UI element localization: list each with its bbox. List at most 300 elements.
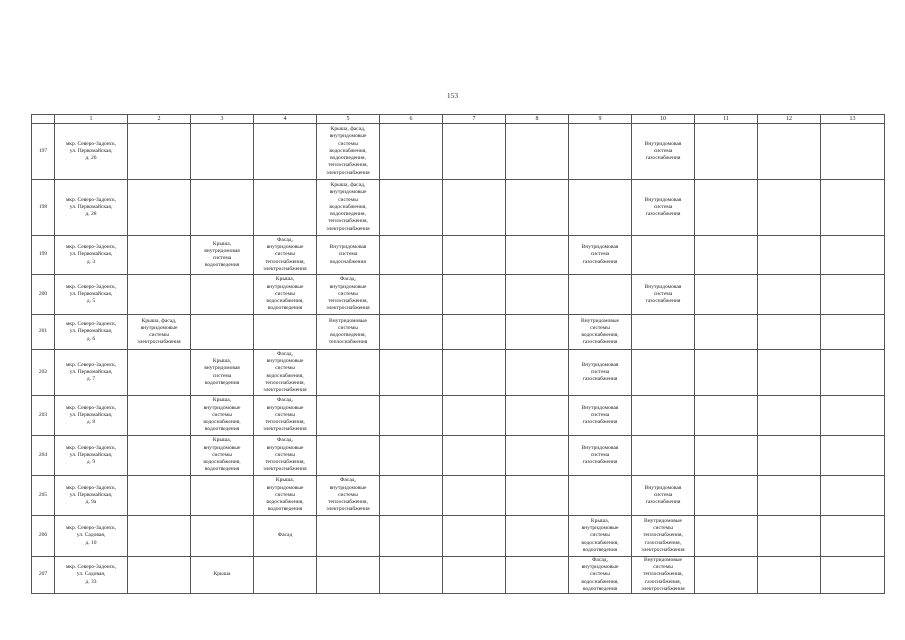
header-cell-blank	[32, 115, 55, 124]
work-cell-col-10	[632, 476, 695, 516]
work-line: системы	[212, 451, 232, 458]
work-line: Внутридомовая	[644, 283, 682, 290]
work-line: системы	[590, 532, 610, 539]
work-cell-col-13	[821, 124, 885, 180]
address-line: д. 3	[86, 258, 96, 265]
work-line: Внутридомовая	[581, 404, 619, 411]
work-line: системы	[275, 365, 295, 372]
work-cell-col-2	[128, 396, 191, 436]
address-line: мкр. Северо-Задонск,	[65, 244, 117, 251]
work-cell-col-5	[317, 516, 380, 557]
work-cell-col-12	[758, 180, 821, 236]
address-line: ул. Первомайская,	[69, 328, 113, 335]
address-line: мкр. Северо-Задонск,	[65, 444, 117, 451]
work-line: Внутридомовые	[329, 317, 367, 324]
work-cell-col-9	[569, 396, 632, 436]
work-line: газоснабжения	[645, 211, 681, 218]
work-cell-col-6	[380, 396, 443, 436]
work-line: водоснабжения,	[581, 539, 619, 546]
page-number: 153	[446, 91, 459, 100]
work-line: водоснабжения,	[266, 298, 304, 305]
work-line: внутридомовые	[266, 244, 304, 251]
work-line: системы	[275, 411, 295, 418]
row-number: 204	[32, 436, 55, 476]
work-line: внутридомовые	[329, 484, 367, 491]
work-cell-col-2	[128, 350, 191, 396]
work-cell-col-12	[758, 516, 821, 557]
header-cell: 13	[821, 115, 885, 124]
work-line: Фасад,	[277, 437, 293, 444]
work-line: электроснабжения	[137, 339, 181, 346]
table-row	[32, 180, 885, 236]
work-cell-col-7	[443, 180, 506, 236]
work-line: водоотведения	[267, 305, 303, 312]
work-line: водоотведения,	[330, 332, 366, 338]
address-line: ул. Садовая,	[76, 532, 106, 539]
work-line: Крыша,	[275, 477, 295, 484]
work-line: внутридомовые	[266, 358, 304, 365]
work-cell-col-13	[821, 180, 885, 236]
work-line: газоснабжения	[582, 376, 618, 383]
address-cell	[55, 124, 128, 180]
work-line: система	[653, 491, 673, 498]
work-cell-col-5	[317, 350, 380, 396]
work-line: Фасад,	[277, 236, 293, 243]
work-line: внутридомовые	[329, 133, 367, 140]
row-number: 198	[32, 180, 55, 236]
work-line: водоснабжения,	[266, 499, 304, 506]
work-line: водоотведения	[267, 506, 303, 513]
work-line: внутридомовые	[203, 404, 241, 411]
work-cell-col-11	[695, 436, 758, 476]
work-cell-col-11	[695, 275, 758, 315]
work-cell-col-12	[758, 476, 821, 516]
work-cell-col-10	[632, 396, 695, 436]
address-line: ул. Первомайская,	[69, 411, 113, 418]
work-cell-col-11	[695, 476, 758, 516]
address-line: мкр. Северо-Задонск,	[65, 404, 117, 411]
work-cell-col-12	[758, 124, 821, 180]
work-line: внутридомовые	[203, 444, 241, 451]
work-cell-col-9	[569, 516, 632, 557]
row-number: 205	[32, 476, 55, 516]
work-cell-col-6	[380, 516, 443, 557]
work-cell-col-11	[695, 315, 758, 350]
work-cell-col-6	[380, 557, 443, 594]
work-line: водоотведения	[204, 379, 240, 386]
table-row	[32, 124, 885, 180]
work-cell-col-3	[191, 124, 254, 180]
work-cell-col-5	[317, 476, 380, 516]
work-line: системы	[275, 491, 295, 498]
header-cell: 7	[443, 115, 506, 124]
work-line: Фасад,	[340, 276, 356, 283]
work-cell-col-8	[506, 315, 569, 350]
address-line: мкр. Северо-Задонск,	[65, 564, 117, 571]
address-line: д. 8	[86, 419, 96, 426]
work-cell-col-5	[317, 315, 380, 350]
work-line: электроснабжения	[326, 169, 370, 176]
work-line: внутридомовые	[581, 564, 619, 571]
work-line: теплоснабжения,	[265, 379, 305, 386]
work-cell-col-8	[506, 396, 569, 436]
table-row	[32, 275, 885, 315]
work-line: Крыша,	[212, 358, 232, 365]
work-line: система	[653, 147, 673, 154]
address-line: ул. Первомайская,	[69, 251, 113, 258]
work-line: системы	[275, 290, 295, 297]
work-line: электроснабжения	[263, 386, 307, 393]
work-cell-col-9	[569, 557, 632, 594]
header-cell: 9	[569, 115, 632, 124]
work-cell-col-6	[380, 476, 443, 516]
work-line: теплоснабжения,	[265, 459, 305, 466]
work-line: водоснабжения,	[329, 203, 367, 210]
work-line: Крыша,	[212, 437, 232, 444]
work-line: Крыша, фасад,	[330, 126, 366, 133]
work-line: газоснабжения,	[644, 539, 682, 546]
work-line: газоснабжения	[582, 459, 618, 466]
work-cell-col-13	[821, 396, 885, 436]
work-cell-col-4	[254, 180, 317, 236]
work-cell-col-6	[380, 180, 443, 236]
address-cell	[55, 236, 128, 275]
work-line: системы	[338, 491, 358, 498]
work-line: системы	[338, 290, 358, 297]
work-line: Крыша,	[590, 517, 610, 524]
work-cell-col-9	[569, 124, 632, 180]
header-row	[32, 115, 885, 124]
address-line: д. 9	[86, 459, 96, 466]
work-line: газоснабжения	[582, 339, 618, 346]
work-cell-col-11	[695, 516, 758, 557]
work-cell-col-4	[254, 436, 317, 476]
work-cell-col-10	[632, 350, 695, 396]
address-line: мкр. Северо-Задонск,	[65, 361, 117, 368]
work-cell-col-7	[443, 350, 506, 396]
work-line: водоотведения	[582, 585, 618, 592]
address-line: ул. Первомайская,	[69, 290, 113, 297]
work-line: системы	[275, 451, 295, 458]
work-line: система	[653, 203, 673, 210]
table-row	[32, 476, 885, 516]
address-line: мкр. Северо-Задонск,	[65, 525, 117, 532]
table-row	[32, 557, 885, 594]
work-cell-col-13	[821, 236, 885, 275]
work-line: Внутридомовая	[581, 361, 619, 368]
work-cell-col-4	[254, 557, 317, 594]
work-cell-col-3	[191, 436, 254, 476]
work-line: внутридомовые	[266, 283, 304, 290]
work-cell-col-12	[758, 236, 821, 275]
work-line: водоотведения	[204, 466, 240, 473]
work-cell-col-10	[632, 124, 695, 180]
work-line: внутридомовые	[266, 404, 304, 411]
header-cell: 10	[632, 115, 695, 124]
work-line: системы	[338, 324, 358, 331]
work-cell-col-11	[695, 350, 758, 396]
work-cell-col-8	[506, 180, 569, 236]
work-line: Внутридомовые	[644, 517, 682, 524]
work-line: электроснабжения	[641, 546, 685, 553]
work-cell-col-12	[758, 350, 821, 396]
row-number: 202	[32, 350, 55, 396]
work-cell-col-12	[758, 396, 821, 436]
work-cell-col-3	[191, 557, 254, 594]
work-cell-col-4	[254, 124, 317, 180]
header-cell: 1	[55, 115, 128, 124]
work-line: теплоснабжения,	[643, 571, 683, 578]
work-cell-col-2	[128, 315, 191, 350]
work-cell-col-7	[443, 236, 506, 275]
work-line: Крыша, фасад,	[330, 182, 366, 189]
work-line: теплоснабжения	[328, 339, 368, 346]
work-cell-col-7	[443, 275, 506, 315]
work-cell-col-9	[569, 476, 632, 516]
work-line: Внутридомовые	[581, 317, 619, 324]
header-cell: 4	[254, 115, 317, 124]
work-line: системы	[212, 411, 232, 418]
work-line: водоснабжения,	[203, 419, 241, 426]
work-line: водоснабжения	[330, 258, 366, 265]
work-line: Крыша, фасад,	[141, 317, 177, 324]
work-line: системы	[338, 196, 358, 203]
work-cell-col-13	[821, 315, 885, 350]
work-line: электроснабжения	[641, 585, 685, 592]
address-cell	[55, 476, 128, 516]
work-line: система	[212, 372, 232, 379]
work-cell-col-3	[191, 396, 254, 436]
work-cell-col-9	[569, 315, 632, 350]
work-line: газоснабжения	[582, 419, 618, 426]
work-cell-col-13	[821, 436, 885, 476]
work-line: внутридомовые	[581, 525, 619, 532]
row-number: 201	[32, 315, 55, 350]
address-line: мкр. Северо-Задонск,	[65, 321, 117, 328]
work-cell-col-7	[443, 557, 506, 594]
address-cell	[55, 275, 128, 315]
work-line: системы	[590, 571, 610, 578]
work-cell-col-4	[254, 350, 317, 396]
work-line: электроснабжения	[326, 225, 370, 232]
work-cell-col-6	[380, 236, 443, 275]
address-line: мкр. Северо-Задонск,	[65, 283, 117, 290]
work-cell-col-11	[695, 236, 758, 275]
work-cell-col-11	[695, 124, 758, 180]
row-number: 197	[32, 124, 55, 180]
work-cell-col-10	[632, 275, 695, 315]
work-cell-col-13	[821, 275, 885, 315]
work-cell-col-11	[695, 180, 758, 236]
work-cell-col-6	[380, 436, 443, 476]
row-number: 206	[32, 516, 55, 557]
address-cell	[55, 180, 128, 236]
work-cell-col-7	[443, 315, 506, 350]
work-line: водоснабжения,	[581, 332, 619, 338]
work-line: системы	[653, 564, 673, 571]
address-line: ул. Первомайская,	[69, 147, 113, 154]
work-line: системы	[653, 525, 673, 532]
header-cell: 3	[191, 115, 254, 124]
work-cell-col-7	[443, 436, 506, 476]
work-cell-col-4	[254, 315, 317, 350]
header-cell: 8	[506, 115, 569, 124]
work-cell-col-2	[128, 557, 191, 594]
work-cell-col-13	[821, 350, 885, 396]
work-cell-col-10	[632, 557, 695, 594]
row-number: 200	[32, 275, 55, 315]
work-cell-col-12	[758, 436, 821, 476]
work-line: электроснабжения	[326, 506, 370, 513]
work-line: водоотведения,	[330, 211, 366, 218]
address-line: д. 33	[85, 578, 97, 585]
work-cell-col-4	[254, 476, 317, 516]
work-cell-col-6	[380, 350, 443, 396]
capital-repair-table	[31, 114, 885, 594]
address-cell	[55, 557, 128, 594]
row-number: 203	[32, 396, 55, 436]
work-cell-col-6	[380, 124, 443, 180]
table-row	[32, 436, 885, 476]
work-cell-col-10	[632, 315, 695, 350]
work-line: водоснабжения,	[581, 578, 619, 585]
work-cell-col-5	[317, 436, 380, 476]
address-line: д. 5	[86, 298, 96, 305]
work-cell-col-4	[254, 396, 317, 436]
work-line: внутридомовые	[266, 444, 304, 451]
work-line: Фасад	[277, 532, 293, 539]
work-cell-col-2	[128, 275, 191, 315]
work-cell-col-8	[506, 516, 569, 557]
row-number: 207	[32, 557, 55, 594]
work-cell-col-8	[506, 557, 569, 594]
work-cell-col-5	[317, 275, 380, 315]
work-line: Фасад,	[340, 477, 356, 484]
work-cell-col-13	[821, 476, 885, 516]
work-cell-col-8	[506, 275, 569, 315]
work-line: водоснабжения,	[266, 372, 304, 379]
work-cell-col-5	[317, 124, 380, 180]
work-line: водоснабжения,	[329, 147, 367, 154]
work-line: внутридомовые	[329, 283, 367, 290]
work-cell-col-5	[317, 180, 380, 236]
work-cell-col-10	[632, 436, 695, 476]
work-line: водоотведения	[582, 546, 618, 553]
work-line: внутридомовые	[140, 324, 178, 331]
work-line: Внутридомовая	[644, 484, 682, 491]
work-line: водоотведения	[204, 262, 240, 269]
work-cell-col-3	[191, 315, 254, 350]
work-line: теплоснабжения,	[328, 298, 368, 305]
work-cell-col-2	[128, 516, 191, 557]
work-cell-col-4	[254, 275, 317, 315]
address-line: д. 9а	[85, 499, 97, 506]
work-line: Крыша,	[212, 240, 232, 247]
work-line: внутридомовые	[329, 189, 367, 196]
work-line: Фасад,	[277, 397, 293, 404]
work-line: Крыша	[213, 571, 231, 578]
work-cell-col-3	[191, 236, 254, 275]
work-cell-col-10	[632, 236, 695, 275]
address-line: ул. Садовая,	[76, 571, 106, 578]
address-line: ул. Первомайская,	[69, 451, 113, 458]
work-line: электроснабжения	[326, 305, 370, 312]
address-cell	[55, 516, 128, 557]
work-line: теплоснабжения,	[643, 532, 683, 539]
address-line: д. 10	[85, 539, 97, 546]
work-line: теплоснабжения,	[265, 258, 305, 265]
work-cell-col-4	[254, 236, 317, 275]
work-cell-col-8	[506, 436, 569, 476]
work-cell-col-7	[443, 124, 506, 180]
work-line: теплоснабжения,	[328, 162, 368, 169]
work-cell-col-3	[191, 516, 254, 557]
work-cell-col-7	[443, 516, 506, 557]
header-cell: 2	[128, 115, 191, 124]
address-line: ул. Первомайская,	[69, 368, 113, 375]
work-cell-col-6	[380, 315, 443, 350]
address-cell	[55, 396, 128, 436]
work-line: Внутридомовые	[644, 557, 682, 563]
work-line: Внутридомовая	[644, 140, 682, 147]
work-cell-col-9	[569, 275, 632, 315]
work-cell-col-11	[695, 557, 758, 594]
work-cell-col-2	[128, 436, 191, 476]
work-line: система	[590, 411, 610, 418]
work-cell-col-7	[443, 476, 506, 516]
work-line: система	[653, 290, 673, 297]
address-line: д. 6	[86, 335, 96, 342]
work-cell-col-3	[191, 350, 254, 396]
table-row	[32, 350, 885, 396]
work-line: система	[590, 251, 610, 258]
address-cell	[55, 315, 128, 350]
work-cell-col-3	[191, 180, 254, 236]
work-line: газоснабжения	[645, 155, 681, 162]
work-line: водоотведения,	[330, 155, 366, 162]
address-line: мкр. Северо-Задонск,	[65, 484, 117, 491]
work-cell-col-9	[569, 350, 632, 396]
work-line: электроснабжения	[263, 466, 307, 473]
work-cell-col-2	[128, 180, 191, 236]
table-row	[32, 315, 885, 350]
header-cell: 6	[380, 115, 443, 124]
work-line: Крыша,	[275, 276, 295, 283]
work-line: газоснабжения	[645, 499, 681, 506]
work-line: внутридомовые	[266, 484, 304, 491]
work-line: водоснабжения,	[203, 459, 241, 466]
work-cell-col-12	[758, 557, 821, 594]
address-line: д. 26	[85, 155, 97, 162]
work-line: система	[212, 255, 232, 261]
work-cell-col-2	[128, 476, 191, 516]
work-line: электроснабжения	[263, 265, 307, 272]
work-cell-col-9	[569, 180, 632, 236]
work-cell-col-8	[506, 350, 569, 396]
work-line: Внутридомовая	[581, 444, 619, 451]
work-line: Внутридомовая	[329, 244, 367, 251]
table-body	[32, 124, 885, 594]
work-cell-col-5	[317, 557, 380, 594]
address-line: мкр. Северо-Задонск,	[65, 140, 117, 147]
header-cell: 12	[758, 115, 821, 124]
work-line: система	[590, 451, 610, 458]
work-line: внутридомовая	[204, 247, 240, 254]
address-line: ул. Первомайская,	[69, 203, 113, 210]
work-cell-col-10	[632, 516, 695, 557]
work-cell-col-3	[191, 275, 254, 315]
work-line: газоснабжения,	[644, 578, 682, 585]
